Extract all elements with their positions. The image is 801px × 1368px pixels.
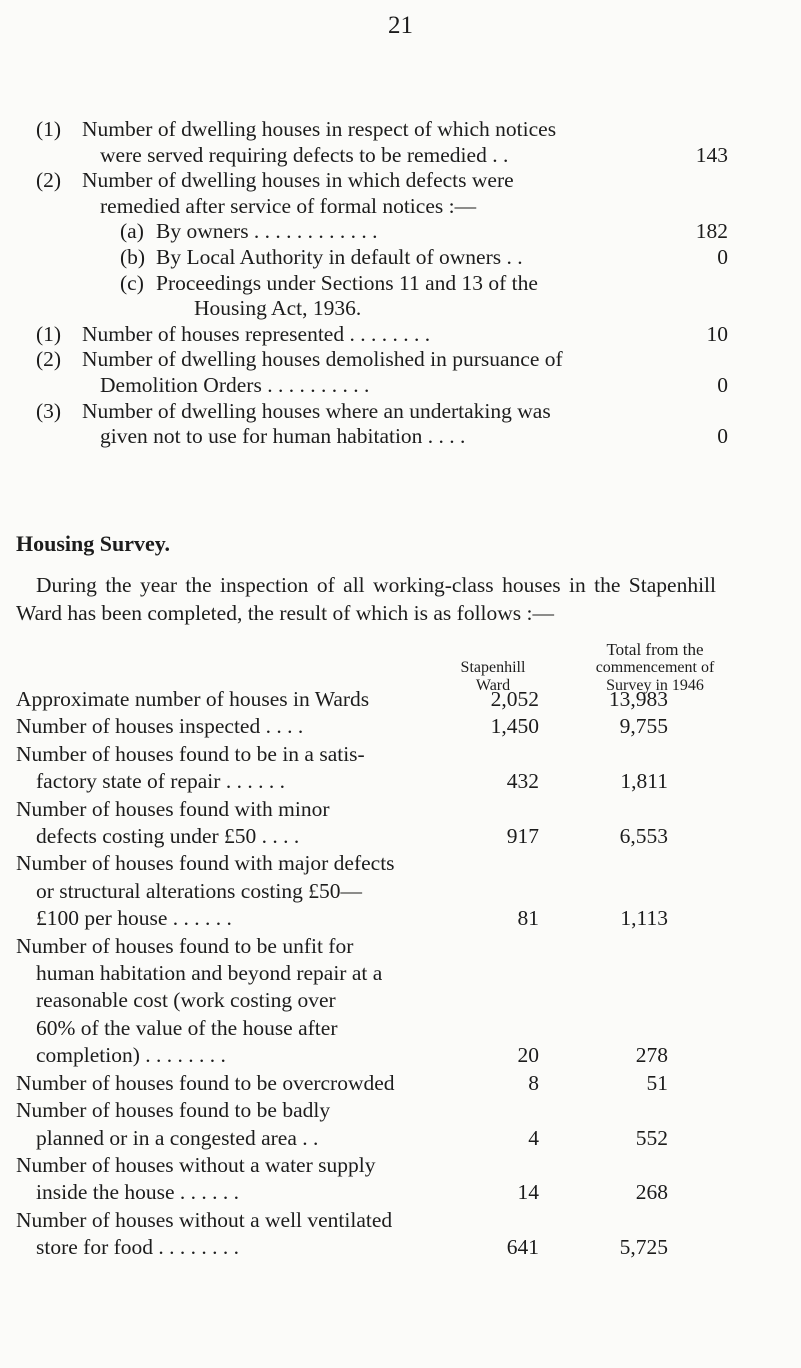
notice-number: (c) xyxy=(120,270,144,295)
ward-value: 81 xyxy=(517,906,539,931)
column-header-ward-line2: Ward xyxy=(475,677,511,694)
table-row xyxy=(16,741,776,796)
row-label: Number of houses inspected . . . . xyxy=(16,714,304,739)
ward-value: 641 xyxy=(506,1235,539,1260)
notice-text: Number of houses represented . . . . . . . . xyxy=(82,321,431,346)
ward-value: 4 xyxy=(528,1125,539,1150)
notice-number: (2) xyxy=(36,347,62,372)
notice-text: By Local Authority in default of owners . . xyxy=(156,244,523,269)
ward-value: 1,450 xyxy=(490,714,539,739)
column-header-ward-line1: Stapenhill xyxy=(460,659,526,676)
row-label: Number of houses found to be overcrowded xyxy=(16,1070,395,1095)
ward-value: 917 xyxy=(506,824,539,849)
ward-value: 2,052 xyxy=(490,687,539,711)
notice-item xyxy=(36,399,728,450)
notice-text: Number of dwelling houses where an undertaking was given not to use for human habitation . . . . xyxy=(82,398,551,449)
notice-text: Number of dwelling houses in which defects were remedied after service of formal notices :— xyxy=(82,168,514,218)
notice-item xyxy=(36,245,728,271)
ward-value: 20 xyxy=(517,1043,539,1068)
notices-list xyxy=(36,117,728,450)
total-value: 5,725 xyxy=(619,1235,668,1260)
notice-item xyxy=(36,271,728,322)
notice-text: Number of dwelling houses in respect of which notices were served requiring defects to be remedied . . xyxy=(82,117,557,167)
column-header-total-line3: Survey in 1946 xyxy=(606,677,704,694)
total-value: 6,553 xyxy=(619,824,668,849)
notice-item xyxy=(36,219,728,245)
table-row xyxy=(16,796,776,851)
notice-text: Proceedings under Sections 11 and 13 of the Housing Act, 1936. xyxy=(156,270,538,321)
notice-value: 0 xyxy=(717,424,728,449)
notice-value: 182 xyxy=(695,219,728,244)
total-value: 51 xyxy=(646,1070,668,1095)
total-value: 13,983 xyxy=(608,687,668,711)
notice-item xyxy=(36,168,728,219)
table-row xyxy=(16,686,776,713)
notice-value: 143 xyxy=(695,142,728,167)
notice-value: 0 xyxy=(717,372,728,397)
row-label: Number of houses found to be in a satis- factory state of repair . . . . . . xyxy=(16,741,365,794)
row-label: Approximate number of houses in Wards xyxy=(16,687,370,711)
notice-number: (3) xyxy=(36,398,62,423)
notice-item xyxy=(36,322,728,348)
table-row xyxy=(16,1152,776,1207)
notice-number: (2) xyxy=(36,168,62,193)
notice-number: (1) xyxy=(36,321,62,346)
total-value: 552 xyxy=(635,1125,668,1150)
table-row xyxy=(16,1207,776,1262)
survey-table xyxy=(16,686,776,1262)
notice-value: 0 xyxy=(717,244,728,269)
ward-value: 14 xyxy=(517,1180,539,1205)
row-label: Number of houses found with major defects or structural alterations costing £50— £100 per house . . . . . . xyxy=(16,851,395,931)
row-label: Number of houses found with minor defects costing under £50 . . . . xyxy=(16,796,330,849)
notice-number: (1) xyxy=(36,117,62,141)
notice-item xyxy=(36,347,728,398)
ward-value: 8 xyxy=(528,1070,539,1095)
total-value: 278 xyxy=(635,1043,668,1068)
row-label: Number of houses without a water supply inside the house . . . . . . xyxy=(16,1152,376,1205)
total-value: 9,755 xyxy=(619,714,668,739)
notice-text: Number of dwelling houses demolished in pursuance of Demolition Orders . . . . . . . . . . xyxy=(82,347,563,397)
section-heading: Housing Survey. xyxy=(16,531,171,556)
column-header-total-line2: commencement of xyxy=(595,659,715,676)
notice-number: (a) xyxy=(120,219,144,244)
table-row xyxy=(16,933,776,1070)
notice-text: By owners . . . . . . . . . . . . xyxy=(156,219,378,244)
survey-intro-paragraph: During the year the inspection of all working-class houses in the Stapenhill Ward has been completed, the result of which is as follows :— xyxy=(16,573,716,625)
row-label: Number of houses found to be unfit for human habitation and beyond repair at a reasonable cost (work costing over 60% of the value of the house after completion) . . . . . . . . xyxy=(16,933,383,1068)
notice-number: (b) xyxy=(120,244,146,269)
table-row xyxy=(16,850,776,932)
total-value: 1,811 xyxy=(620,769,668,794)
notice-value: 10 xyxy=(706,321,728,346)
table-row xyxy=(16,1070,776,1097)
column-header-total-line1: Total from the xyxy=(606,640,704,659)
ward-value: 432 xyxy=(506,769,539,794)
row-label: Number of houses without a well ventilated store for food . . . . . . . . xyxy=(16,1207,393,1260)
page-number: 21 xyxy=(388,12,413,39)
table-row xyxy=(16,1097,776,1152)
total-value: 268 xyxy=(635,1180,668,1205)
notice-item xyxy=(36,117,728,168)
total-value: 1,113 xyxy=(620,906,668,931)
table-row xyxy=(16,713,776,740)
row-label: Number of houses found to be badly planned or in a congested area . . xyxy=(16,1098,331,1150)
